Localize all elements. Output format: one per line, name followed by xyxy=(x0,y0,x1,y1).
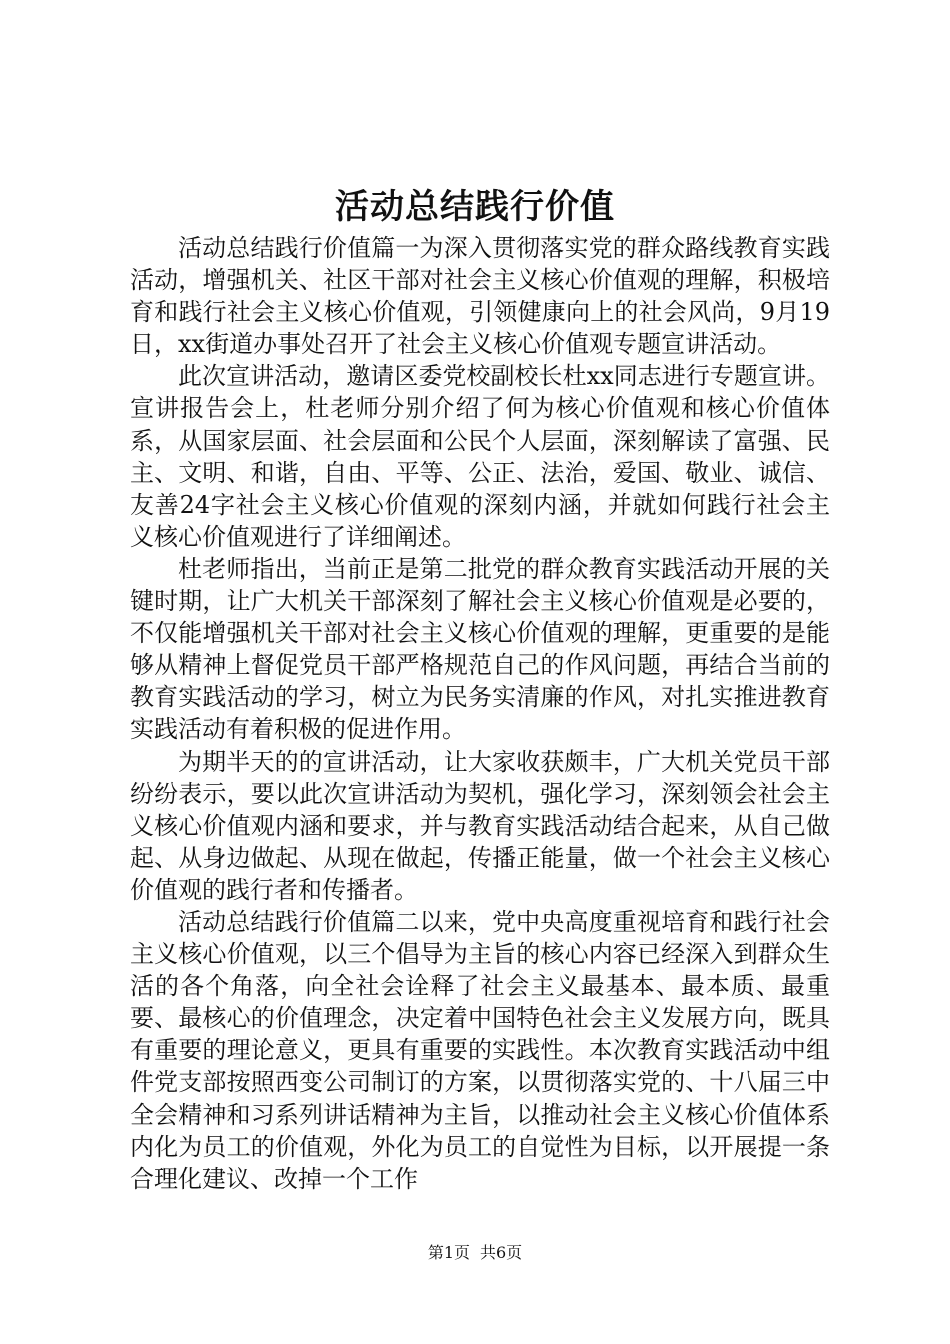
paragraph: 此次宣讲活动，邀请区委党校副校长杜xx同志进行专题宣讲。宣讲报告会上，杜老师分别介绍了何为核心价值观和核心价值体系，从国家层面、社会层面和公民个人层面，深刻解读了富强、民主、文明、和谐，自由、平等、公正、法治，爱国、敬业、诚信、友善24字社会主义核心价值观的深刻内涵，并就如何践行社会主义核心价值观进行了详细阐述。 xyxy=(130,362,830,551)
paragraph: 杜老师指出，当前正是第二批党的群众教育实践活动开展的关键时期，让广大机关干部深刻了解社会主义核心价值观是必要的，不仅能增强机关干部对社会主义核心价值观的理解，更重要的是能够从精神上督促党员干部严格规范自己的作风问题，再结合当前的教育实践活动的学习，树立为民务实清廉的作风，对扎实推进教育实践活动有着积极的促进作用。 xyxy=(130,554,830,744)
page-total: 共6页 xyxy=(480,1243,523,1262)
paragraph: 活动总结践行价值篇二以来，党中央高度重视培育和践行社会主义核心价值观，以三个倡导为主旨的核心内容已经深入到群众生活的各个角落，向全社会诠释了社会主义最基本、最本质、最重要、最核心的价值理念，决定着中国特色社会主义发展方向，既具有重要的理论意义，更具有重要的实践性。本次教育实践活动中组件党支部按照西变公司制订的方案，以贯彻落实党的、十八届三中全会精神和习系列讲话精神为主旨，以推动社会主义核心价值体系内化为员工的价值观，外化为员工的自觉性为目标，以开展提一条合理化建议、改掉一个工作 xyxy=(130,907,830,1193)
page-footer xyxy=(0,1242,950,1264)
paragraph: 活动总结践行价值篇一为深入贯彻落实党的群众路线教育实践活动，增强机关、社区干部对社会主义核心价值观的理解，积极培育和践行社会主义核心价值观，引领健康向上的社会风尚，9月19日，xx街道办事处召开了社会主义核心价值观专题宣讲活动。 xyxy=(130,234,830,359)
document-body xyxy=(130,232,830,1195)
paragraph: 为期半天的的宣讲活动，让大家收获颇丰，广大机关党员干部纷纷表示，要以此次宣讲活动为契机，强化学习，深刻领会社会主义核心价值观内涵和要求，并与教育实践活动结合起来，从自己做起、从身边做起、从现在做起，传播正能量，做一个社会主义核心价值观的践行者和传播者。 xyxy=(130,747,830,904)
page-number: 第1页 xyxy=(427,1243,470,1262)
page-title: 活动总结践行价值 xyxy=(335,187,615,227)
